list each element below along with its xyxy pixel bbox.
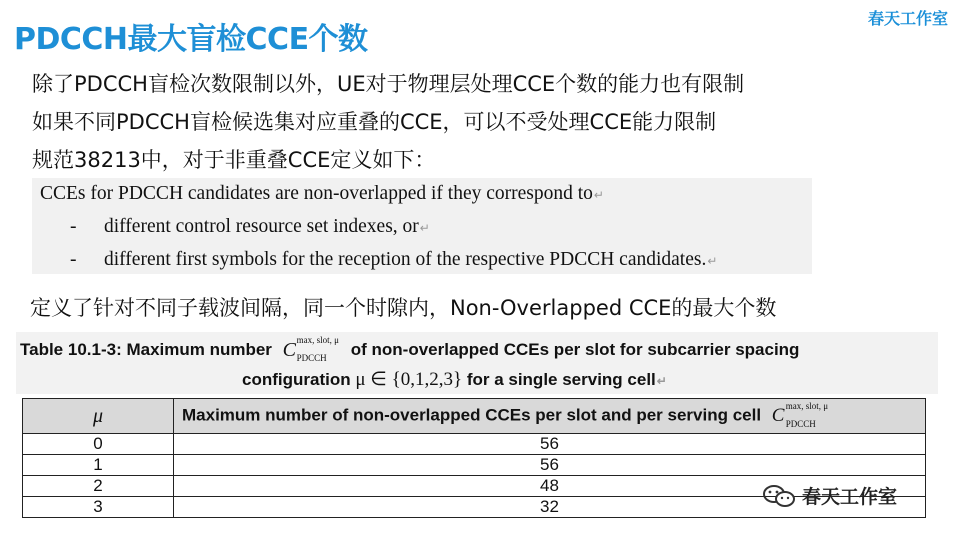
table-row <box>23 455 926 476</box>
table-row <box>23 434 926 455</box>
table-header-row <box>23 399 926 434</box>
text-line-1: 除了PDCCH盲检次数限制以外，UE对于物理层处理CCE个数的能力也有限制 <box>32 72 745 96</box>
cell-mu: 3 <box>23 497 174 518</box>
text-line-2: 如果不同PDCCH盲检候选集对应重叠的CCE，可以不受处理CCE能力限制 <box>32 110 717 134</box>
cell-max-cce: 32 <box>174 497 926 518</box>
caption-text-2: of non-overlapped CCEs per slot for subcarrier spacing <box>350 339 800 359</box>
cell-mu: 0 <box>23 434 174 455</box>
symbol-c-pdcch-header: C max, slot, μ PDCCH <box>771 401 829 429</box>
caption-text-1: Table 10.1-3: Maximum number <box>20 339 272 359</box>
spec-quote-box <box>32 178 812 274</box>
quote-intro: CCEs for PDCCH candidates are non-overlapped if they correspond to↵ <box>40 183 604 204</box>
mu-set: μ ∈ {0,1,2,3} <box>355 369 463 390</box>
cell-max-cce: 56 <box>174 434 926 455</box>
symbol-c-pdcch: C max, slot, μ PDCCH <box>282 335 339 363</box>
cell-max-cce: 48 <box>174 476 926 497</box>
caption-text-3: configuration <box>242 370 351 389</box>
text-line-4: 定义了针对不同子载波间隔，同一个时隙内，Non-Overlapped CCE的最大个数 <box>30 296 777 320</box>
cell-mu: 1 <box>23 455 174 476</box>
header-mu: μ <box>23 399 174 434</box>
quote-item-2: - different first symbols for the reception of the respective PDCCH candidates.↵ <box>70 249 718 270</box>
caption-text-4: for a single serving cell <box>466 370 656 389</box>
watermark: 春天工作室 <box>762 482 897 509</box>
brand-label: 春天工作室 <box>867 9 948 28</box>
cell-max-cce: 56 <box>174 455 926 476</box>
wechat-icon <box>762 484 796 508</box>
table-caption: Table 10.1-3: Maximum number C max, slot, μ PDCCH of non-overlapped CCEs per slot for subcarrier spacing configuration μ ∈ {0,1,2,3} for a single serving cell↵ <box>16 332 938 394</box>
header-max-cce: Maximum number of non-overlapped CCEs per slot and per serving cell C max, slot, μ PDCCH <box>174 399 926 434</box>
quote-item-1: - different control resource set indexes, or↵ <box>70 216 430 237</box>
text-line-3: 规范38213中，对于非重叠CCE定义如下： <box>32 148 436 172</box>
page-title: PDCCH最大盲检CCE个数 <box>14 22 368 57</box>
cell-mu: 2 <box>23 476 174 497</box>
